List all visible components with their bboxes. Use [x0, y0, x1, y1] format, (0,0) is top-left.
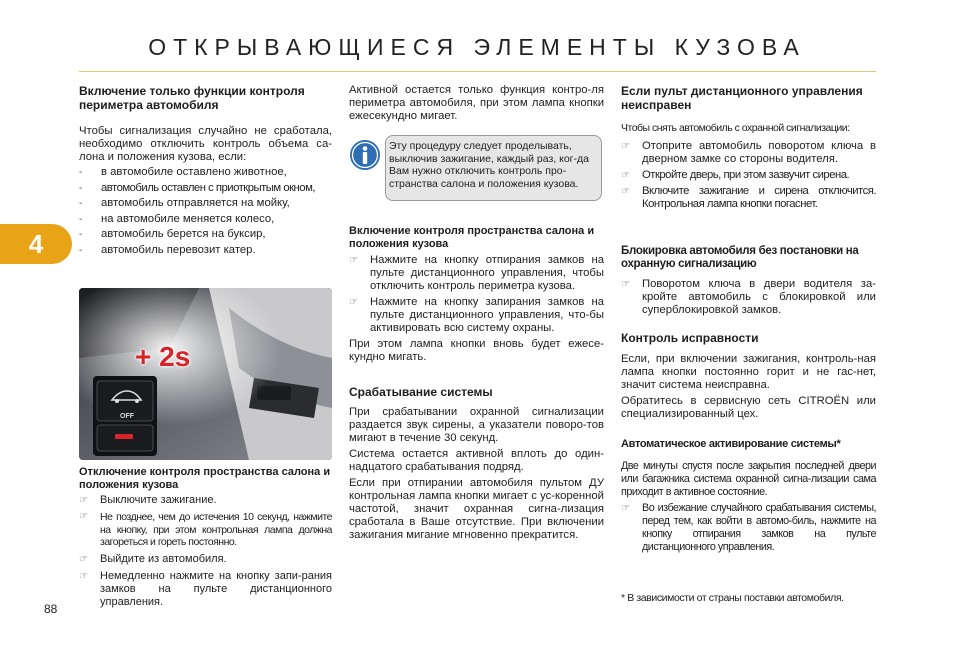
list-item: ☞ Выключите зажигание. [79, 494, 217, 506]
step-list [79, 494, 332, 609]
hand-pointer-icon: ☞ [79, 511, 88, 522]
dash-bullet: - [79, 244, 83, 256]
paragraph: Если, при включении зажигания, контроль-ная лампа кнопки постоянно горит и не гас-нет, значит система неисправна. [621, 353, 876, 391]
page-title: ОТКРЫВАЮЩИЕСЯ ЭЛЕМЕНТЫ КУЗОВА [148, 34, 806, 60]
list-item: ☞ Отоприте автомобиль поворотом ключа в дверном замке со стороны водителя. [621, 140, 876, 165]
paragraph: Чтобы сигнализация случайно не сработала, необходимо отключить контроль объема са-лона и положения кузова, если: [79, 125, 332, 163]
dashboard-photo [79, 288, 332, 460]
section-heading: Контроль исправности [621, 331, 759, 345]
paragraph: При этом лампа кнопки вновь будет ежесе-кундно мигать. [349, 338, 604, 363]
dash-bullet: - [79, 213, 83, 225]
paragraph: Система остается активной вплоть до один-надцатого срабатывания подряд. [349, 448, 604, 473]
list-item: ☞ Включите зажигание и сирена отключится. Контрольная лампа кнопки погаснет. [621, 185, 876, 210]
hand-pointer-icon: ☞ [349, 255, 358, 266]
section-heading: Отключение контроля пространства салона и положения кузова [79, 466, 331, 491]
title-divider [79, 71, 876, 72]
paragraph: Обратитесь в сервисную сеть CITROËN или специализированный цех. [621, 395, 876, 420]
note-text: Эту процедуру следует проделывать, выключив зажигание, каждый раз, ког-да Вам нужно отключить контроль про-странства салона и положения кузова. [385, 135, 602, 201]
list-item: - на автомобиле меняется колесо, [79, 212, 332, 228]
hand-pointer-icon: ☞ [621, 141, 630, 152]
hand-pointer-icon: ☞ [621, 502, 630, 514]
list-item: - автомобиль перевозит катер. [79, 243, 332, 259]
list-item: ☞ Нажмите на кнопку отпирания замков на пульте дистанционного управления, чтобы отключить контроль периметра кузова. [349, 254, 604, 292]
hand-pointer-icon: ☞ [621, 186, 630, 197]
dashboard-illustration [79, 288, 332, 460]
step-list [621, 502, 876, 554]
chapter-tab: 4 [0, 224, 72, 264]
section-heading: Блокировка автомобиля без постановки на охранную сигнализацию [621, 245, 859, 270]
page-number: 88 [44, 602, 58, 616]
info-icon [349, 139, 381, 171]
dash-bullet: - [79, 182, 82, 194]
section-heading: Если пульт дистанционного управления неисправен [621, 84, 863, 112]
list-item: ☞ Откройте дверь, при этом зазвучит сирена. [621, 169, 850, 181]
list-item: ☞ Не позднее, чем до истечения 10 секунд, нажмите на кнопку, при этом контрольная лампа должна загореться и гореть постоянно. [79, 511, 332, 548]
dash-bullet: - [79, 229, 83, 240]
hand-pointer-icon: ☞ [79, 495, 88, 506]
list-item: ☞ Выйдите из автомобиля. [79, 552, 227, 565]
step-list [349, 254, 604, 335]
hold-duration-label: + 2s [135, 341, 191, 372]
section-heading: Автоматическое активирование системы* [621, 438, 841, 450]
list-item: ☞ Во избежание случайного срабатывания системы, перед тем, как войти в автомо-биль, нажмите на кнопку отпирания замков на пульте дистанционного управления. [621, 501, 876, 553]
section-heading: Срабатывание системы [349, 385, 493, 399]
off-button-label: OFF [120, 413, 134, 420]
hand-pointer-icon: ☞ [621, 170, 630, 181]
column-left [79, 84, 332, 609]
info-note [349, 135, 604, 203]
list-item: ☞ Немедленно нажмите на кнопку запи-рания замков на пульте дистанционного управления. [79, 569, 332, 608]
section-heading: Включение контроля пространства салона и положения кузова [349, 225, 595, 250]
hand-pointer-icon: ☞ [79, 570, 88, 582]
dash-bullet: - [79, 167, 83, 178]
list-item: - автомобиль берется на буксир, [79, 227, 332, 243]
list-item: - автомобиль оставлен с приоткрытым окном, [79, 181, 332, 197]
list-item: ☞ Нажмите на кнопку запирания замков на пульте дистанционного управления, что-бы активировать всю систему охраны. [349, 296, 604, 334]
column-middle [349, 84, 604, 542]
section-heading: Включение только функции контроля периметра автомобиля [79, 84, 305, 112]
list-item: - в автомобиле оставлено животное, [79, 165, 332, 181]
condition-list [79, 165, 332, 258]
paragraph: Две минуты спустя после закрытия последней двери или багажника система охранной сигна-лизации сама приходит в активное состояние. [621, 459, 876, 498]
hand-pointer-icon: ☞ [349, 297, 358, 308]
dash-bullet: - [79, 198, 83, 209]
step-list [621, 278, 876, 317]
paragraph: Чтобы снять автомобиль с охранной сигнализации: [621, 122, 850, 134]
list-item: - автомобиль отправляется на мойку, [79, 196, 332, 212]
footnote: * В зависимости от страны поставки автомобиля. [621, 592, 844, 604]
step-list [621, 140, 876, 211]
hand-pointer-icon: ☞ [621, 279, 630, 290]
paragraph: Активной остается только функция контро-ля периметра автомобиля, при этом лампа кнопки ежесекундно мигает. [349, 84, 604, 122]
list-item: ☞ Поворотом ключа в двери водителя за-кройте автомобиль с блокировкой или суперблокировкой замков. [621, 278, 876, 316]
column-right [621, 84, 876, 554]
paragraph: При срабатывании охранной сигнализации раздается звук сирены, а указатели поворо-тов мигают в течение 30 секунд. [349, 406, 604, 444]
hand-pointer-icon: ☞ [79, 553, 88, 565]
paragraph: Если при отпирании автомобиля пультом ДУ контрольная лампа кнопки мигает с ус-коренной частотой, значит охранная сигна-лизация сработала в Ваше отсутствие. При включении зажигания мигание мгновенно прекратится. [349, 477, 604, 541]
